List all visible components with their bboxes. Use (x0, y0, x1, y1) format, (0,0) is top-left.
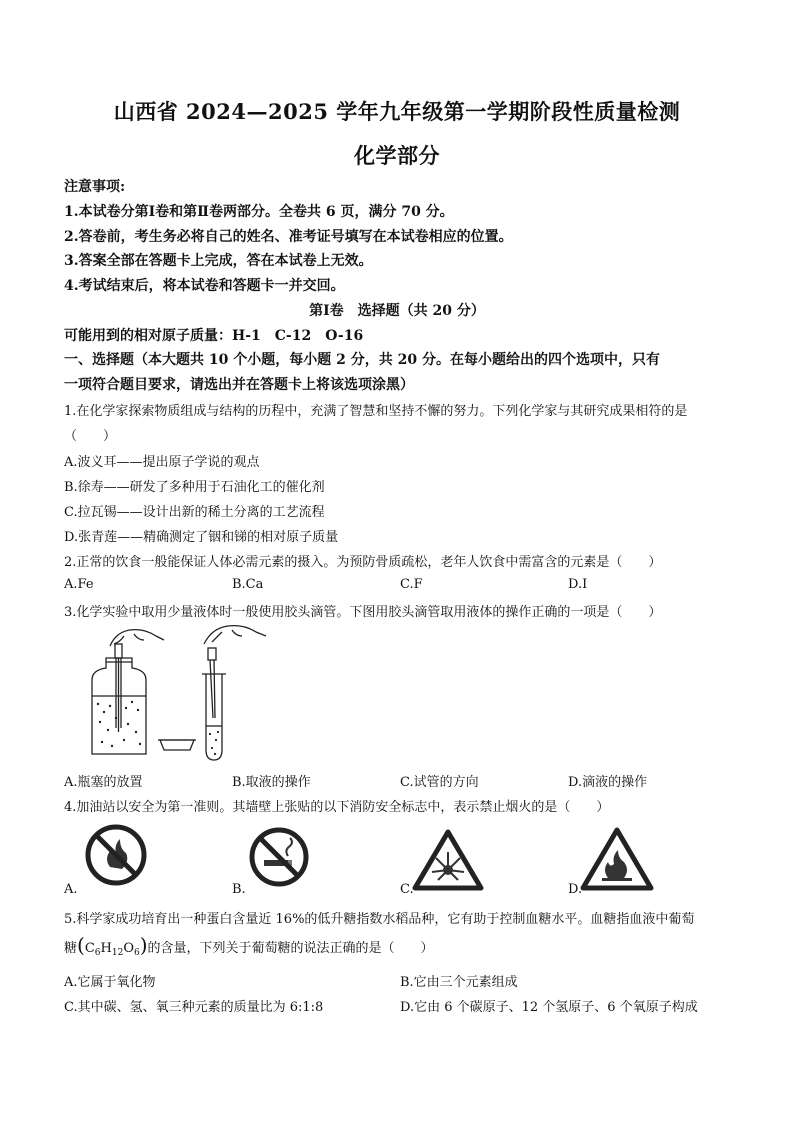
question-5-option-b: B.它由三个元素组成 (400, 975, 518, 990)
question-1-option-a: A.波义耳——提出原子学说的观点 (64, 455, 260, 470)
notice-item: 4.考试结束后，将本试卷和答题卡一并交回。 (64, 278, 345, 294)
question-5-stem-line2 (64, 933, 434, 958)
dropper-experiment-illustration (80, 622, 280, 764)
atomic-mass-line: 可能用到的相对原子质量：H-1 C-12 O-16 (64, 328, 364, 344)
no-fire-sign-icon (84, 823, 148, 887)
no-smoking-sign-icon (248, 826, 310, 888)
question-2-option-b: B.Ca (232, 577, 264, 592)
question-2-option-a: A.Fe (64, 577, 94, 592)
question-1-option-d: D.张青莲——精确测定了铟和锑的相对原子质量 (64, 530, 339, 545)
question-5-stem-pre: 糖 (64, 941, 78, 956)
question-3-option-c: C.试管的方向 (400, 775, 479, 790)
question-4-option-b: B. (232, 882, 246, 897)
question-1-stem: （ ） (64, 429, 117, 444)
question-3-option-d: D.滴液的操作 (568, 775, 648, 790)
question-5-option-d: D.它由 6 个碳原子、12 个氢原子、6 个氧原子构成 (400, 1000, 698, 1015)
formula-close-paren: ) (139, 933, 148, 957)
question-5-stem-post: 的含量，下列关于葡萄糖的说法正确的是（ ） (147, 941, 434, 956)
question-5-option-a: A.它属于氧化物 (64, 975, 156, 990)
question-5-option-c: C.其中碳、氢、氧三种元素的质量比为 6:1:8 (64, 1000, 324, 1015)
exam-title: 山西省 2024—2025 学年九年级第一学期阶段性质量检测 (113, 99, 681, 124)
question-3-option-b: B.取液的操作 (232, 775, 311, 790)
formula-c: C (84, 941, 95, 956)
question-3-option-a: A.瓶塞的放置 (64, 775, 143, 790)
formula-c-sub: 6 (94, 948, 101, 958)
formula-h: H (100, 941, 112, 956)
question-2-option-d: D.I (568, 577, 588, 592)
formula-o-sub: 6 (133, 948, 140, 958)
question-2-option-c: C.F (400, 577, 423, 592)
section-title: 第Ⅰ卷 选择题（共 20 分） (309, 303, 485, 319)
notice-item: 3.答案全部在答题卡上完成，答在本试卷上无效。 (64, 253, 373, 269)
question-4-option-c: C. (400, 882, 414, 897)
question-2-stem: 2.正常的饮食一般能保证人体必需元素的摄入。为预防骨质疏松，老年人饮食中需富含的元素是（ ） (64, 555, 662, 570)
question-1-option-b: B.徐寿——研发了多种用于石油化工的催化剂 (64, 480, 325, 495)
section-instruction: 一项符合题目要求，请选出并在答题卡上将该选项涂黑） (64, 377, 414, 393)
formula-h-sub: 12 (111, 948, 124, 958)
question-1-stem: 1.在化学家探索物质组成与结构的历程中，充满了智慧和坚持不懈的努力。下列化学家与其研究成果相符的是 (64, 404, 688, 419)
question-4-stem: 4.加油站以安全为第一准则。其墙壁上张贴的以下消防安全标志中，表示禁止烟火的是（ ） (64, 800, 610, 815)
question-4-option-d: D. (568, 882, 583, 897)
section-instruction: 一、选择题（本大题共 10 个小题，每小题 2 分，共 20 分。在每小题给出的四个选项中，只有 (64, 352, 660, 368)
flammable-warning-sign-icon (580, 826, 654, 892)
explosive-warning-sign-icon (412, 828, 484, 892)
exam-subtitle: 化学部分 (354, 143, 440, 168)
question-4-option-a: A. (64, 882, 78, 897)
question-5-stem: 5.科学家成功培育出一种蛋白含量近 16%的低升糖指数水稻品种，它有助于控制血糖水平。血糖指血液中葡萄 (64, 912, 695, 927)
question-3-stem: 3.化学实验中取用少量液体时一般使用胶头滴管。下图用胶头滴管取用液体的操作正确的一项是（ ） (64, 605, 662, 620)
notice-item: 2.答卷前，考生务必将自己的姓名、准考证号填写在本试卷相应的位置。 (64, 229, 513, 245)
notice-heading: 注意事项: (64, 179, 126, 195)
notice-item: 1.本试卷分第Ⅰ卷和第Ⅱ卷两部分。全卷共 6 页，满分 70 分。 (64, 204, 454, 220)
formula-o: O (123, 941, 134, 956)
glucose-formula: ( (77, 933, 85, 957)
question-1-option-c: C.拉瓦锡——设计出新的稀土分离的工艺流程 (64, 505, 325, 520)
